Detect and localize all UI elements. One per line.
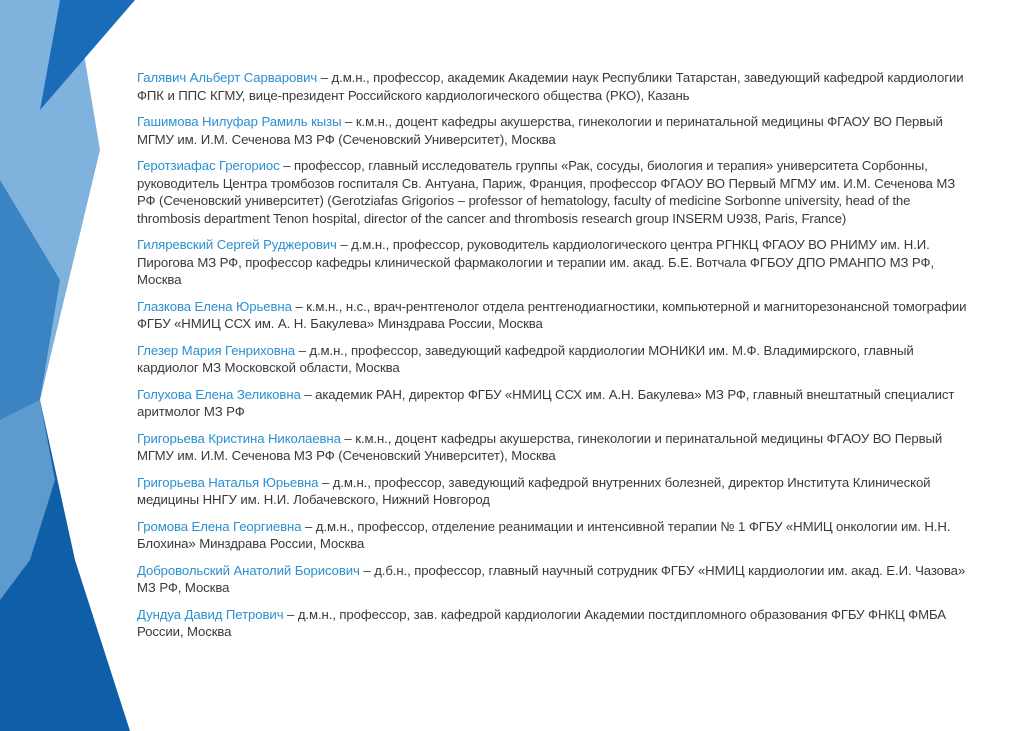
author-entry bbox=[137, 518, 977, 553]
author-name: Григорьева Кристина Николаевна bbox=[137, 430, 341, 446]
author-name: Гашимова Нилуфар Рамиль кызы bbox=[137, 113, 342, 129]
author-name: Глезер Мария Генриховна bbox=[137, 342, 296, 358]
author-entry bbox=[137, 430, 977, 465]
author-name: Дундуа Давид Петрович bbox=[137, 606, 284, 622]
author-name: Голухова Елена Зеликовна bbox=[137, 386, 301, 402]
author-entry bbox=[137, 298, 977, 333]
decorative-side-shapes bbox=[0, 0, 140, 731]
author-list bbox=[137, 69, 977, 650]
author-name: Геротзиафас Грегориос bbox=[137, 157, 280, 173]
author-entry bbox=[137, 342, 977, 377]
author-description: – к.м.н., доцент кафедры акушерства, гинекологии и перинатальной медицины ФГАОУ ВО Первый МГМУ им. И.М. Сеченова МЗ РФ (Сеченовский Университет), Москва bbox=[137, 113, 943, 147]
author-description: – к.м.н., доцент кафедры акушерства, гинекологии и перинатальной медицины ФГАОУ ВО Первый МГМУ им. И.М. Сеченова МЗ РФ (Сеченовский Университет), Москва bbox=[137, 430, 943, 464]
author-description: – профессор, главный исследователь группы «Рак, сосуды, биология и терапия» университета Сорбонны, руководитель Центра тромбозов госпиталя Св. Антуана, Париж, Франция, профессор ФГАОУ ВО Первый МГМУ им. И.М. Сеченова МЗ РФ (Сеченовский университет) (Gerotziafas Grigorios – professor of hematology, faculty of medicine Sorbonne university, head of the thrombosis department Tenon hospital, director of the cancer and thrombosis research group INSERM U938, Paris, France) bbox=[137, 157, 956, 226]
author-description: – д.м.н., профессор, заведующий кафедрой внутренних болезней, директор Института Клинической медицины ННГУ им. Н.И. Лобачевского, Нижний Новгород bbox=[137, 474, 931, 508]
author-entry bbox=[137, 606, 977, 641]
author-entry bbox=[137, 157, 977, 227]
author-entry bbox=[137, 113, 977, 148]
author-name: Добровольский Анатолий Борисович bbox=[137, 562, 360, 578]
author-name: Гиляревский Сергей Руджерович bbox=[137, 237, 337, 253]
author-description: – д.б.н., профессор, главный научный сотрудник ФГБУ «НМИЦ кардиологии им. акад. Е.И. Чазова» МЗ РФ, Москва bbox=[137, 562, 966, 596]
author-name: Громова Елена Георгиевна bbox=[137, 518, 302, 534]
author-description: – д.м.н., профессор, руководитель кардиологического центра РГНКЦ ФГАОУ ВО РНИМУ им. Н.И. Пирогова МЗ РФ, профессор кафедры клинической фармакологии и терапии им. акад. Б.Е. Вотчала ФГБОУ ДПО РМАНПО МЗ РФ, Москва bbox=[137, 237, 934, 288]
author-description: – д.м.н., профессор, зав. кафедрой кардиологии Академии постдипломного образования ФГБУ ФНКЦ ФМБА России, Москва bbox=[137, 606, 946, 640]
author-name: Галявич Альберт Сарварович bbox=[137, 70, 318, 85]
author-description: – д.м.н., профессор, академик Академии наук Республики Татарстан, заведующий кафедрой кардиологии ФПК и ППС КГМУ, вице-президент Российского кардиологического общества (РКО), Казань bbox=[137, 70, 964, 103]
author-description: – к.м.н., н.с., врач-рентгенолог отдела рентгенодиагностики, компьютерной и магниторезонансной томографии ФГБУ «НМИЦ ССХ им. А. Н. Бакулева» Минздрава России, Москва bbox=[137, 298, 967, 332]
author-description: – д.м.н., профессор, заведующий кафедрой кардиологии МОНИКИ им. М.Ф. Владимирского, главный кардиолог МЗ Московской области, Москва bbox=[137, 342, 914, 376]
author-description: – д.м.н., профессор, отделение реанимации и интенсивной терапии № 1 ФГБУ «НМИЦ онкологии им. Н.Н. Блохина» Минздрава России, Москва bbox=[137, 518, 951, 552]
author-name: Григорьева Наталья Юрьевна bbox=[137, 474, 319, 490]
author-description: – академик РАН, директор ФГБУ «НМИЦ ССХ им. А.Н. Бакулева» МЗ РФ, главный внештатный специалист аритмолог МЗ РФ bbox=[137, 386, 955, 420]
author-entry bbox=[137, 236, 977, 289]
author-entry bbox=[137, 69, 977, 104]
author-entry bbox=[137, 386, 977, 421]
author-entry bbox=[137, 562, 977, 597]
author-name: Глазкова Елена Юрьевна bbox=[137, 298, 292, 314]
author-entry bbox=[137, 474, 977, 509]
